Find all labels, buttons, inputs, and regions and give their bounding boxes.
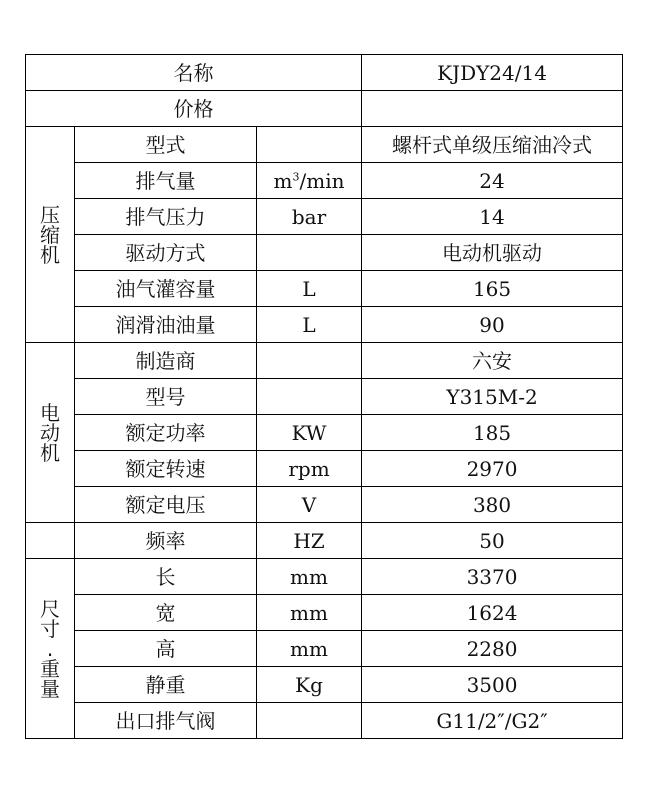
name-value: KJDY24/14 <box>362 55 623 91</box>
category-char: . <box>46 636 54 661</box>
row-value: 3370 <box>362 559 623 595</box>
table-row <box>26 55 623 91</box>
row-label: 额定功率 <box>75 415 257 451</box>
category-empty <box>26 523 75 559</box>
table-row <box>26 127 623 163</box>
price-value <box>362 91 623 127</box>
row-label: 润滑油油量 <box>75 307 257 343</box>
row-value: 1624 <box>362 595 623 631</box>
row-unit <box>257 703 362 739</box>
row-unit <box>257 379 362 415</box>
row-value: 3500 <box>362 667 623 703</box>
row-unit: mm <box>257 595 362 631</box>
row-value: Y315M-2 <box>362 379 623 415</box>
unit-base: m <box>273 168 293 193</box>
row-unit: mm <box>257 631 362 667</box>
table-row <box>26 415 623 451</box>
unit-superscript: 3 <box>292 169 300 183</box>
row-label: 排气压力 <box>75 199 257 235</box>
table-row <box>26 667 623 703</box>
table-row <box>26 91 623 127</box>
row-value: 六安 <box>362 343 623 379</box>
row-value: 14 <box>362 199 623 235</box>
row-unit: mm <box>257 559 362 595</box>
row-unit: KW <box>257 415 362 451</box>
category-motor <box>26 343 75 523</box>
row-unit <box>257 343 362 379</box>
row-label: 额定转速 <box>75 451 257 487</box>
category-char: 压 <box>40 202 60 227</box>
table-row <box>26 163 623 199</box>
row-value: 380 <box>362 487 623 523</box>
row-unit <box>257 127 362 163</box>
row-value: 2280 <box>362 631 623 667</box>
row-label: 型号 <box>75 379 257 415</box>
row-unit <box>257 163 362 199</box>
row-unit: HZ <box>257 523 362 559</box>
row-label: 频率 <box>75 523 257 559</box>
category-char: 缩 <box>40 222 60 247</box>
table-row <box>26 595 623 631</box>
table-row <box>26 559 623 595</box>
category-char: 机 <box>40 242 60 267</box>
category-dimensions <box>26 559 75 739</box>
row-label: 出口排气阀 <box>75 703 257 739</box>
category-char: 动 <box>40 420 60 445</box>
category-char: 量 <box>40 676 60 701</box>
table-row <box>26 487 623 523</box>
row-value: G11/2″/G2″ <box>362 703 623 739</box>
table-row <box>26 451 623 487</box>
row-unit: L <box>257 271 362 307</box>
row-unit: bar <box>257 199 362 235</box>
row-unit: rpm <box>257 451 362 487</box>
row-value: 电动机驱动 <box>362 235 623 271</box>
table-row <box>26 523 623 559</box>
category-char: 重 <box>40 656 60 681</box>
row-label: 制造商 <box>75 343 257 379</box>
row-value: 90 <box>362 307 623 343</box>
table-row <box>26 631 623 667</box>
spec-table <box>25 54 623 739</box>
row-unit <box>257 235 362 271</box>
category-char: 尺 <box>40 596 60 621</box>
row-label: 油气灌容量 <box>75 271 257 307</box>
table-row <box>26 379 623 415</box>
row-unit: Kg <box>257 667 362 703</box>
table-row <box>26 199 623 235</box>
row-label: 静重 <box>75 667 257 703</box>
table-row <box>26 271 623 307</box>
category-char: 机 <box>40 440 60 465</box>
table-row <box>26 343 623 379</box>
table-row <box>26 235 623 271</box>
row-label: 高 <box>75 631 257 667</box>
name-label: 名称 <box>26 55 362 91</box>
row-unit: V <box>257 487 362 523</box>
price-label: 价格 <box>26 91 362 127</box>
row-label: 排气量 <box>75 163 257 199</box>
row-value: 185 <box>362 415 623 451</box>
row-label: 额定电压 <box>75 487 257 523</box>
category-compressor <box>26 127 75 343</box>
row-value: 165 <box>362 271 623 307</box>
category-char: 电 <box>40 400 60 425</box>
table-row <box>26 307 623 343</box>
row-unit: L <box>257 307 362 343</box>
row-label: 宽 <box>75 595 257 631</box>
row-value: 50 <box>362 523 623 559</box>
row-label: 长 <box>75 559 257 595</box>
row-value: 螺杆式单级压缩油冷式 <box>362 127 623 163</box>
unit-rest: /min <box>299 168 345 193</box>
category-char: 寸 <box>40 616 60 641</box>
row-value: 2970 <box>362 451 623 487</box>
table-row <box>26 703 623 739</box>
row-label: 型式 <box>75 127 257 163</box>
row-label: 驱动方式 <box>75 235 257 271</box>
row-value: 24 <box>362 163 623 199</box>
